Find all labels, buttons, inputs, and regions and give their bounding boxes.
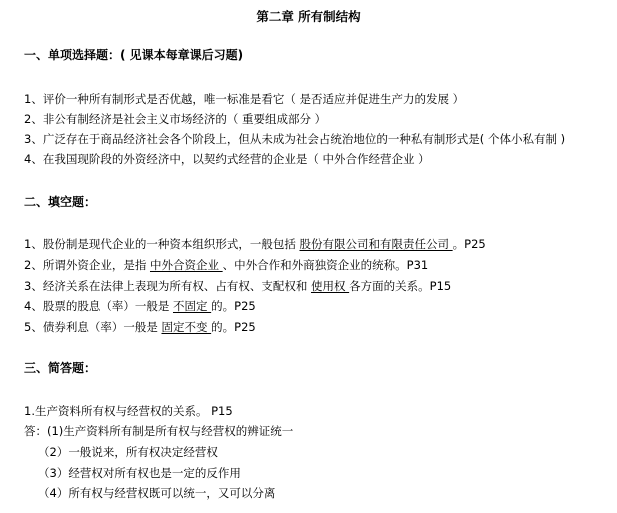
fill-item-answer: 使用权 [310,279,350,293]
fill-item-4 [24,298,256,314]
fill-item-text: 3、经济关系在法律上表现为所有权、占有权、支配权和 [24,279,311,293]
fill-item-1 [24,236,486,252]
section1-heading: 一、单项选择题：( 见课本每章课后习题) [24,48,244,62]
choice-item-3: 3、广泛存在于商品经济社会各个阶段上，但从未成为社会占统治地位的一种私有制形式是( 个体小私有制 ) [24,132,566,146]
fill-item-text: 、中外合作和外商独资企业的统称。P31 [222,258,429,272]
answer-line-3: （3）经营权对所有权也是一定的反作用 [38,466,241,480]
choice-item-1: 1、评价一种所有制形式是否优越，唯一标准是看它（ 是否适应并促进生产力的发展 ） [24,92,465,106]
fill-item-answer: 固定不变 [161,320,212,334]
fill-item-text: 1、股份制是现代企业的一种资本组织形式，一般包括 [24,237,300,251]
fill-item-text: 5、债券利息（率）一般是 [24,320,162,334]
fill-item-text: 。P25 [452,237,486,251]
fill-item-5 [24,319,256,335]
answer-line-4: （4）所有权与经营权既可以统一，又可以分离 [38,486,276,500]
fill-item-answer: 股份有限公司和有限责任公司 [299,237,453,251]
choice-item-4: 4、在我国现阶段的外资经济中，以契约式经营的企业是（ 中外合作经营企业 ） [24,152,430,166]
fill-item-text: 各方面的关系。P15 [349,279,452,293]
fill-item-2 [24,257,428,273]
choice-item-2: 2、非公有制经济是社会主义市场经济的（ 重要组成部分 ） [24,112,327,126]
fill-item-text: 的。P25 [211,299,256,313]
fill-item-answer: 中外合资企业 [149,258,223,272]
fill-item-text: 4、股票的股息（率）一般是 [24,299,173,313]
section2-heading: 二、填空题： [24,195,97,209]
section3-heading: 三、简答题： [24,361,97,375]
answer-line-1: 答：(1)生产资料所有制是所有权与经营权的辨证统一 [24,424,294,438]
answer-line-2: （2）一般说来，所有权决定经营权 [38,445,218,459]
fill-item-answer: 不固定 [172,299,212,313]
chapter-title: 第二章 所有制结构 [256,9,361,24]
fill-item-text: 的。P25 [211,320,256,334]
fill-item-text: 2、所谓外资企业，是指 [24,258,150,272]
short-answer-question: 1.生产资料所有权与经营权的关系。 P15 [24,404,233,418]
fill-item-3 [24,278,451,294]
